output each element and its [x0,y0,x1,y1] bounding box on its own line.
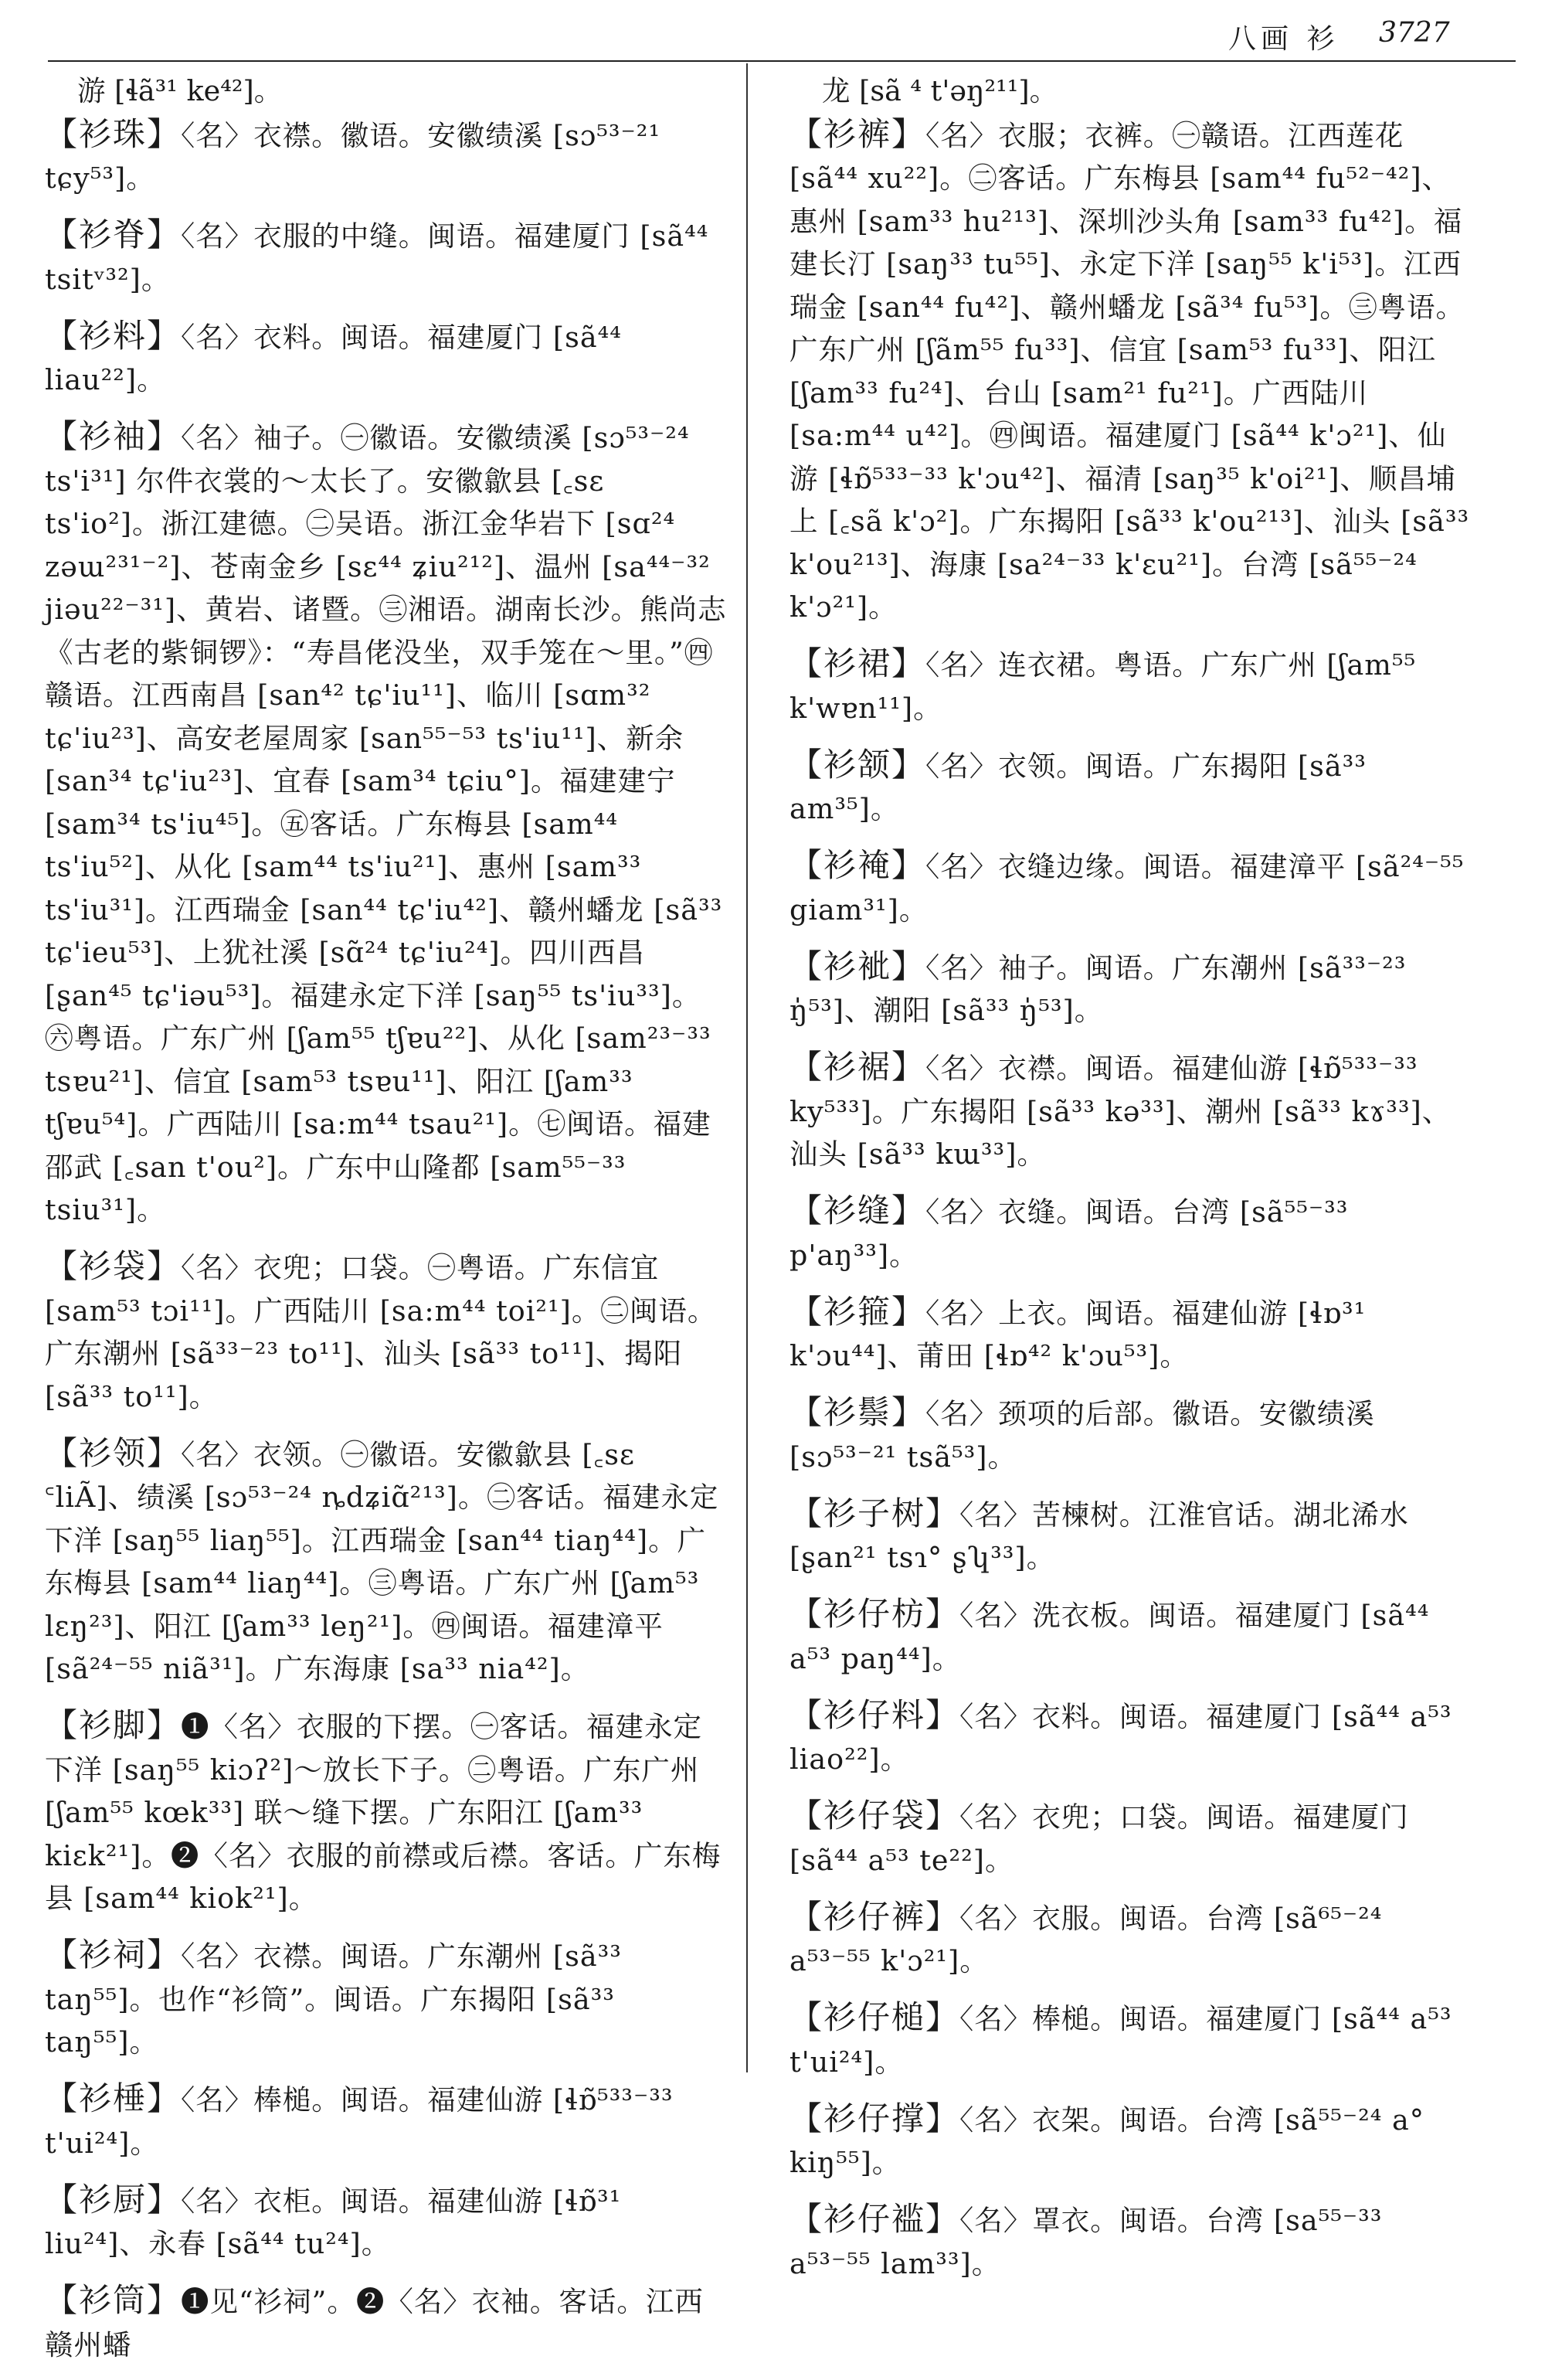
header-rule [48,60,1516,62]
entry-definition: 〈名〉衣襟。徽语。安徽绩溪 [sɔ⁵³⁻²¹ tɕy⁵³]。 [45,118,661,195]
dictionary-entry [789,1896,1473,1983]
entry-headword: 【衫珠】 [45,114,182,153]
entry-definition: 〈名〉颈项的后部。徽语。安徽绩溪 [sɔ⁵³⁻²¹ tsã⁵³]。 [789,1397,1375,1474]
dictionary-entry [789,113,1473,629]
entry-definition: 〈名〉衣料。闽语。福建厦门 [sã⁴⁴ a⁵³ liao²²]。 [789,1699,1452,1776]
entry-definition: 〈名〉苦楝树。江淮官话。湖北浠水 [ʂan²¹ tsɿ° ʂʮ³³]。 [789,1498,1409,1574]
entry-headword: 【衫仔撑】 [789,2099,960,2137]
entry-definition: 〈名〉罩衣。闽语。台湾 [sa⁵⁵⁻³³ a⁵³⁻⁵⁵ lam³³]。 [789,2204,1383,2280]
dictionary-entry [45,1704,728,1920]
dictionary-entry [789,642,1473,729]
dictionary-entry [45,113,728,200]
entry-definition: 〈名〉衣兜；口袋。闽语。福建厦门 [sã⁴⁴ a⁵³ te²²]。 [789,1800,1409,1877]
entry-definition: 〈名〉衣襟。闽语。福建仙游 [ɬɒ̃⁵³³⁻³³ ky⁵³³]。广东揭阳 [sã³³ kə³³]、潮州 [sã³³ kɤ³³]、汕头 [sã³³ kɯ³³]。 [789,1052,1452,1171]
entry-definition: 〈名〉棒槌。闽语。福建厦门 [sã⁴⁴ a⁵³ t'ui²⁴]。 [789,2002,1452,2079]
dictionary-entry [789,1189,1473,1277]
dictionary-entry [45,2077,728,2164]
entry-headword: 【衫袋】 [45,1247,182,1285]
dictionary-entry [45,1933,728,2064]
dictionary-entry [789,1391,1473,1478]
entry-headword: 【衫䘣】 [789,947,926,985]
entry-definition: 〈名〉袖子。闽语。广东潮州 [sã³³⁻²³ ŋ̍⁵³]、潮阳 [sã³³ ŋ̍⁵³]。 [789,950,1407,1027]
entry-headword: 【衫裤】 [789,114,926,153]
entry-headword: 【衫脚】 [45,1706,182,1744]
page-number: 3727 [1379,17,1450,49]
entry-definition: 〈名〉衣服。闽语。台湾 [sã⁶⁵⁻²⁴ a⁵³⁻⁵⁵ k'ɔ²¹]。 [789,1901,1383,1977]
entry-headword: 【衫仔槌】 [789,1998,960,2036]
entry-headword: 【衫脊】 [45,216,182,253]
dictionary-entry [789,1996,1473,2083]
dictionary-entry [45,1432,728,1691]
entry-definition: 〈名〉连衣裙。粤语。广东广州 [ʃam⁵⁵ k'wɐn¹¹]。 [789,648,1417,725]
entry-headword: 【衫裙】 [789,644,926,682]
column-divider [746,63,748,2072]
entry-definition: 〈名〉衣架。闽语。台湾 [sã⁵⁵⁻²⁴ a° kiŋ⁵⁵]。 [789,2103,1425,2179]
entry-headword: 【衫仔裤】 [789,1897,960,1936]
entry-definition: 〈名〉衣服的中缝。闽语。福建厦门 [sã⁴⁴ tsitᵛ³²]。 [45,219,709,296]
entry-headword: 【衫子树】 [789,1494,960,1532]
dictionary-entry [789,1290,1473,1378]
entry-definition: 〈名〉衣服；衣裤。㊀赣语。江西莲花 [sã⁴⁴ xu²²]。㊁客话。广东梅县 [sam⁴⁴ fu⁵²⁻⁴²]、惠州 [sam³³ hu²¹³]、深圳沙头角 [sam³³ fu⁴²]。福建长汀 [saŋ³³ tu⁵⁵]、永定下洋 [saŋ⁵⁵ k'i⁵³]。江西瑞金 [san⁴⁴ fu⁴²]、赣州蟠龙 [sã³⁴ fu⁵³]。㊂粤语。广东广州 [ʃãm⁵⁵ fu³³]、信宜 [sam⁵³ fu³³]、阳江 [ʃam³³ fu²⁴]、台山 [sam²¹ fu²¹]。广西陆川 [sa:m⁴⁴ u⁴²]。㊃闽语。福建厦门 [sã⁴⁴ k'ɔ²¹]、仙游 [ɬɒ̃⁵³³⁻³³ k'ɔu⁴²]、福清 [saŋ³⁵ k'oi²¹]、顺昌埔上 [꜀sã k'ɔ²]。广东揭阳 [sã³³ k'ou²¹³]、汕头 [sã³³ k'ou²¹³]、海康 [sa²⁴⁻³³ k'ɛu²¹]。台湾 [sã⁵⁵⁻²⁴ k'ɔ²¹]。 [789,118,1470,624]
dictionary-entry [789,2097,1473,2184]
dictionary-entry [789,1593,1473,1680]
continuation-text: 龙 [sã ⁴ t'əŋ²¹¹]。 [822,74,1058,107]
dictionary-entry [45,1245,728,1418]
dictionary-entry [789,2198,1473,2285]
right-column [789,70,1473,2299]
entry-definition: 〈名〉衣领。㊀徽语。安徽歙县 [꜀sɛ ꜂liÃ]、绩溪 [sɔ⁵³⁻²⁴ ȵdʑiɑ̃²¹³]。㊁客话。福建永定下洋 [saŋ⁵⁵ liaŋ⁵⁵]。江西瑞金 [san⁴⁴ tiaŋ⁴⁴]。广东梅县 [sam⁴⁴ liaŋ⁴⁴]。㊂粤语。广东广州 [ʃam⁵³ lɛŋ²³]、阳江 [ʃam³³ leŋ²¹]。㊃闽语。福建漳平 [sã²⁴⁻⁵⁵ niã³¹]。广东海康 [sa³³ nia⁴²]。 [45,1437,719,1685]
dictionary-entry [789,1046,1473,1176]
section-title: 八画 衫 [1228,23,1340,55]
entry-headword: 【衫裾】 [789,1048,926,1086]
entry-definition: 〈名〉衣缝。闽语。台湾 [sã⁵⁵⁻³³ p'aŋ³³]。 [789,1195,1349,1272]
entry-headword: 【衫筒】 [45,2281,182,2319]
dictionary-entry [789,1694,1473,1781]
entry-definition: ❶见“衫祠”。❷〈名〉衣袖。客话。江西赣州蟠 [45,2285,704,2361]
dictionary-entry [789,743,1473,831]
entry-definition: 〈名〉袖子。㊀徽语。安徽绩溪 [sɔ⁵³⁻²⁴ ts'i³¹] 尔件衣裳的～太长了。安徽歙县 [꜀sɛ ts'io²]。浙江建德。㊁吴语。浙江金华岩下 [sɑ²⁴ zəɯ²³¹⁻²]、苍南金乡 [sɛ⁴⁴ ʑiu²¹²]、温州 [sa⁴⁴⁻³² jiəu²²⁻³¹]、黄岩、诸暨。㊂湘语。湖南长沙。熊尚志《古老的紫铜锣》：“寿昌佬没坐，双手笼在～里。”㊃赣语。江西南昌 [san⁴² tɕ'iu¹¹]、临川 [sɑm³² tɕ'iu²³]、高安老屋周家 [san⁵⁵⁻⁵³ ts'iu¹¹]、新余 [san³⁴ tɕ'iu²³]、宜春 [sam³⁴ tɕiu°]。福建建宁 [sam³⁴ ts'iu⁴⁵]。㊄客话。广东梅县 [sam⁴⁴ ts'iu⁵²]、从化 [sam⁴⁴ ts'iu²¹]、惠州 [sam³³ ts'iu³¹]。江西瑞金 [san⁴⁴ tɕ'iu⁴²]、赣州蟠龙 [sã³³ tɕ'ieu⁵³]、上犹社溪 [sɑ̃²⁴ tɕ'iu²⁴]。四川西昌 [ʂan⁴⁵ tɕ'iəu⁵³]。福建永定下洋 [saŋ⁵⁵ ts'iu³³]。㊅粤语。广东广州 [ʃam⁵⁵ tʃɐu²²]、从化 [sam²³⁻³³ tsɐu²¹]、信宜 [sam⁵³ tsɐu¹¹]、阳江 [ʃam³³ tʃɐu⁵⁴]。广西陆川 [sa:m⁴⁴ tsau²¹]。㊆闽语。福建邵武 [꜀san t'ou²]。广东中山隆都 [sam⁵⁵⁻³³ tsiu³¹]。 [45,421,727,1226]
page-header [0,0,1545,54]
entry-headword: 【衫仔袋】 [789,1797,960,1834]
dictionary-entry [789,844,1473,931]
entry-definition: 〈名〉上衣。闽语。福建仙游 [ɬɒ³¹ k'ɔu⁴⁴]、莆田 [ɬɒ⁴² k'ɔu⁵³]。 [789,1296,1367,1372]
entry-definition: 〈名〉衣缝边缘。闽语。福建漳平 [sã²⁴⁻⁵⁵ giam³¹]。 [789,850,1465,926]
entry-headword: 【衫颔】 [789,745,926,784]
dictionary-entry [45,314,728,402]
entry-definition: 〈名〉衣料。闽语。福建厦门 [sã⁴⁴ liau²²]。 [45,320,622,396]
entry-headword: 【衫厨】 [45,2180,182,2218]
entry-headword: 【衫袖】 [45,417,182,455]
dictionary-entry [789,945,1473,1032]
dictionary-entry [45,213,728,301]
entry-headword: 【衫缝】 [789,1192,926,1229]
entry-headword: 【衫仔料】 [789,1695,960,1734]
entry-headword: 【衫箍】 [789,1292,926,1331]
continuation-text: 游 [ɬã³¹ ke⁴²]。 [77,74,283,107]
entry-headword: 【衫祠】 [45,1936,182,1974]
dictionary-entry [789,1492,1473,1579]
entry-list [45,113,728,2367]
left-column [45,70,728,2380]
entry-definition: ❶〈名〉衣服的下摆。㊀客话。福建永定下洋 [saŋ⁵⁵ kiɔʔ²]～放长下子。㊁粤语。广东广州 [ʃam⁵⁵ kœk³³] 联～缝下摆。广东阳江 [ʃam³³ kiɛk²¹]。❷〈名〉衣服的前襟或后襟。客话。广东梅县 [sam⁴⁴ kiok²¹]。 [45,1710,722,1915]
entry-headword: 【衫仔褴】 [789,2200,960,2238]
dictionary-entry [45,415,728,1232]
dictionary-entry [789,1794,1473,1882]
entry-definition: 〈名〉棒槌。闽语。福建仙游 [ɬɒ̃⁵³³⁻³³ t'ui²⁴]。 [45,2083,674,2160]
entry-definition: 〈名〉衣兜；口袋。㊀粤语。广东信宜 [sam⁵³ tɔi¹¹]。广西陆川 [sa:m⁴⁴ toi²¹]。㊁闽语。广东潮州 [sã³³⁻²³ to¹¹]、汕头 [sã³³ to¹¹]、揭阳 [sã³³ to¹¹]。 [45,1251,717,1413]
dictionary-entry [45,2178,728,2266]
entry-headword: 【衫领】 [45,1433,182,1472]
entry-list [789,113,1473,2286]
entry-headword: 【衫鬃】 [789,1393,926,1431]
entry-headword: 【衫棰】 [45,2079,182,2117]
entry-definition: 〈名〉洗衣板。闽语。福建厦门 [sã⁴⁴ a⁵³ paŋ⁴⁴]。 [789,1599,1430,1675]
entry-headword: 【衫仔枋】 [789,1595,960,1633]
entry-definition: 〈名〉衣柜。闽语。福建仙游 [ɬɒ̃³¹ liu²⁴]、永春 [sã⁴⁴ tu²⁴]。 [45,2184,622,2260]
dictionary-entry [45,2279,728,2366]
entry-headword: 【衫料】 [45,316,182,355]
entry-definition: 〈名〉衣领。闽语。广东揭阳 [sã³³ am³⁵]。 [789,749,1367,825]
entry-headword: 【衫裺】 [789,846,926,884]
entry-definition: 〈名〉衣襟。闽语。广东潮州 [sã³³ taŋ⁵⁵]。也作“衫筒”。闽语。广东揭阳 [sã³³ taŋ⁵⁵]。 [45,1940,622,2059]
